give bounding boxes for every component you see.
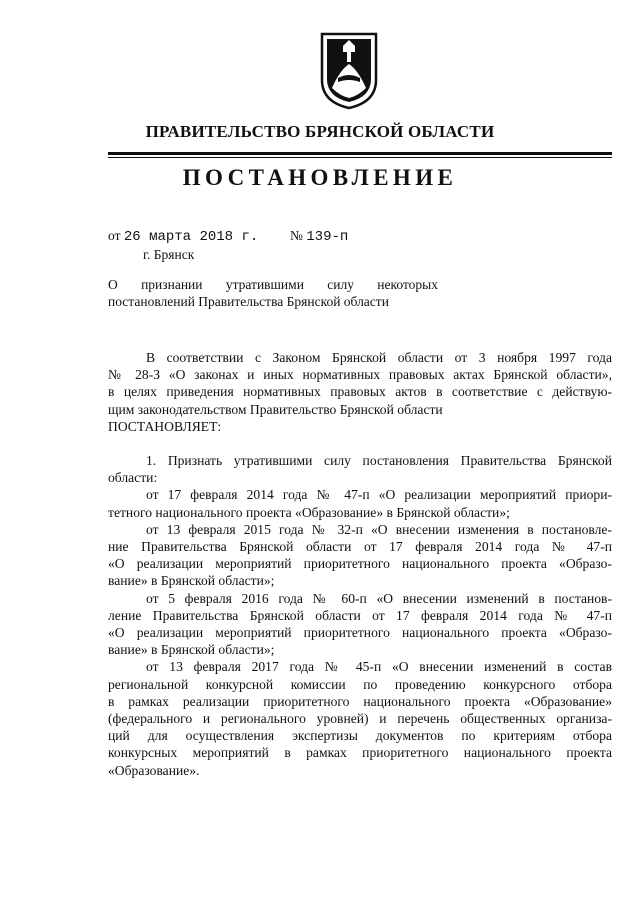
body-line: от 5 февраля 2016 года № 60-п «О внесении изменений в постанов- <box>146 590 612 606</box>
body-line: 1. Признать утратившими силу постановления Правительства Брянской <box>146 453 612 469</box>
body-line: вание» в Брянской области»; <box>108 573 275 589</box>
body-line: В соответствии с Законом Брянской области от 3 ноября 1997 года <box>146 350 612 365</box>
number-prefix: № <box>290 228 303 243</box>
document-subject <box>108 276 438 310</box>
body-line: ние Правительства Брянской области от 17 февраля 2014 года № 47-п <box>108 539 612 555</box>
document-body <box>108 349 612 779</box>
item-1 <box>108 452 612 779</box>
coat-of-arms-icon <box>318 30 380 110</box>
body-line: вание» в Брянской области»; <box>108 642 275 658</box>
date-value: 26 марта 2018 г. <box>123 229 259 245</box>
document-date <box>108 228 258 245</box>
body-line: «О реализации мероприятий приоритетного национального проекта «Образо- <box>108 625 612 641</box>
body-line: от 13 февраля 2015 года № 32-п «О внесении изменения в постановле- <box>146 521 612 537</box>
header-divider-thin <box>108 157 612 158</box>
document-city: г. Брянск <box>143 247 195 262</box>
body-line: области: <box>108 470 158 486</box>
subject-line: постановлений Правительства Брянской области <box>108 294 389 309</box>
preamble <box>108 349 612 435</box>
body-line: № 28-З «О законах и иных нормативных правовых актах Брянской области», <box>108 367 612 383</box>
body-line: тетного национального проекта «Образование» в Брянской области»; <box>108 504 510 520</box>
subject-line: О признании утратившими силу некоторых <box>108 277 438 292</box>
organization-title: ПРАВИТЕЛЬСТВО БРЯНСКОЙ ОБЛАСТИ <box>145 122 495 141</box>
resolution-keyword: ПОСТАНОВЛЯЕТ: <box>108 418 222 434</box>
body-line: ций для осуществления экспертизы документов по критериям отбора <box>108 728 612 744</box>
body-line: (федерального и регионального уровней) и перечень общественных организа- <box>108 711 612 727</box>
number-value: 139-п <box>306 229 349 245</box>
body-line: в рамках реализации приоритетного национального проекта «Образование» <box>108 693 612 709</box>
body-line: региональной конкурсной комиссии по проведению конкурсного отбора <box>108 676 612 692</box>
header-divider-thick <box>108 152 612 155</box>
body-line: щим законодательством Правительство Брянской области <box>108 401 443 417</box>
date-prefix: от <box>108 228 121 243</box>
body-line: от 13 февраля 2017 года № 45-п «О внесении изменений в состав <box>146 659 612 675</box>
body-line: ление Правительства Брянской области от 17 февраля 2014 года № 47-п <box>108 607 612 623</box>
document-type: ПОСТАНОВЛЕНИЕ <box>182 165 458 190</box>
body-line: в целях приведения нормативных правовых актов в соответствие с действую- <box>108 384 612 400</box>
body-line: от 17 февраля 2014 года № 47-п «О реализации мероприятий приори- <box>146 487 612 503</box>
body-line: конкурсных мероприятий в рамках приоритетного национального проекта <box>108 745 612 761</box>
body-line: «О реализации мероприятий приоритетного национального проекта «Образо- <box>108 556 612 572</box>
body-line: «Образование». <box>108 762 200 778</box>
document-number <box>290 228 348 245</box>
